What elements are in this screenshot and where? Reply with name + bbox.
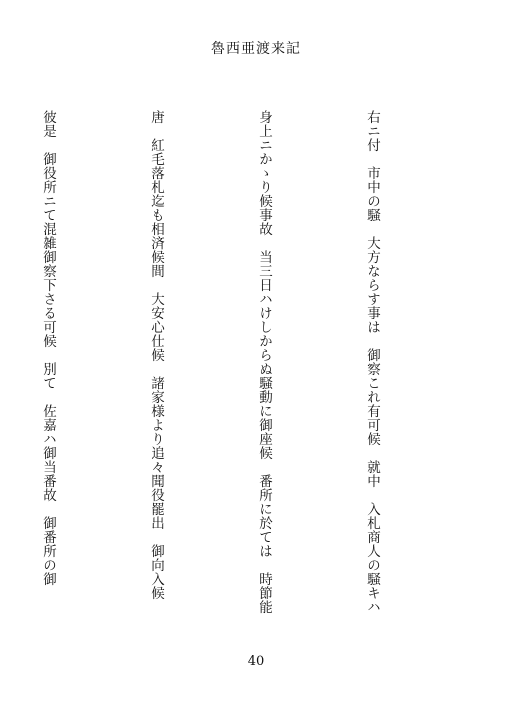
text-line: 身上ニかゝり候事故 当三日ハけしからぬ騒動に御座候 番所に於ては 時節能	[256, 110, 272, 614]
page-number: 40	[247, 654, 265, 669]
body-text	[40, 110, 462, 614]
text-line: 唐 紅毛落札迄も相済候間 大安心仕候 諸家様より追々聞役罷出 御向入候	[148, 110, 164, 600]
page-title: 魯西亜渡来記	[211, 41, 301, 57]
text-line: 右ニ付 市中の騒 大方ならす事は 御察これ有可候 就中 入札商人の騒キハ	[364, 110, 380, 614]
text-line: 彼是 御役所ニて混雑御察下さる可候 別て 佐嘉ハ御当番故 御番所の御	[40, 110, 56, 586]
